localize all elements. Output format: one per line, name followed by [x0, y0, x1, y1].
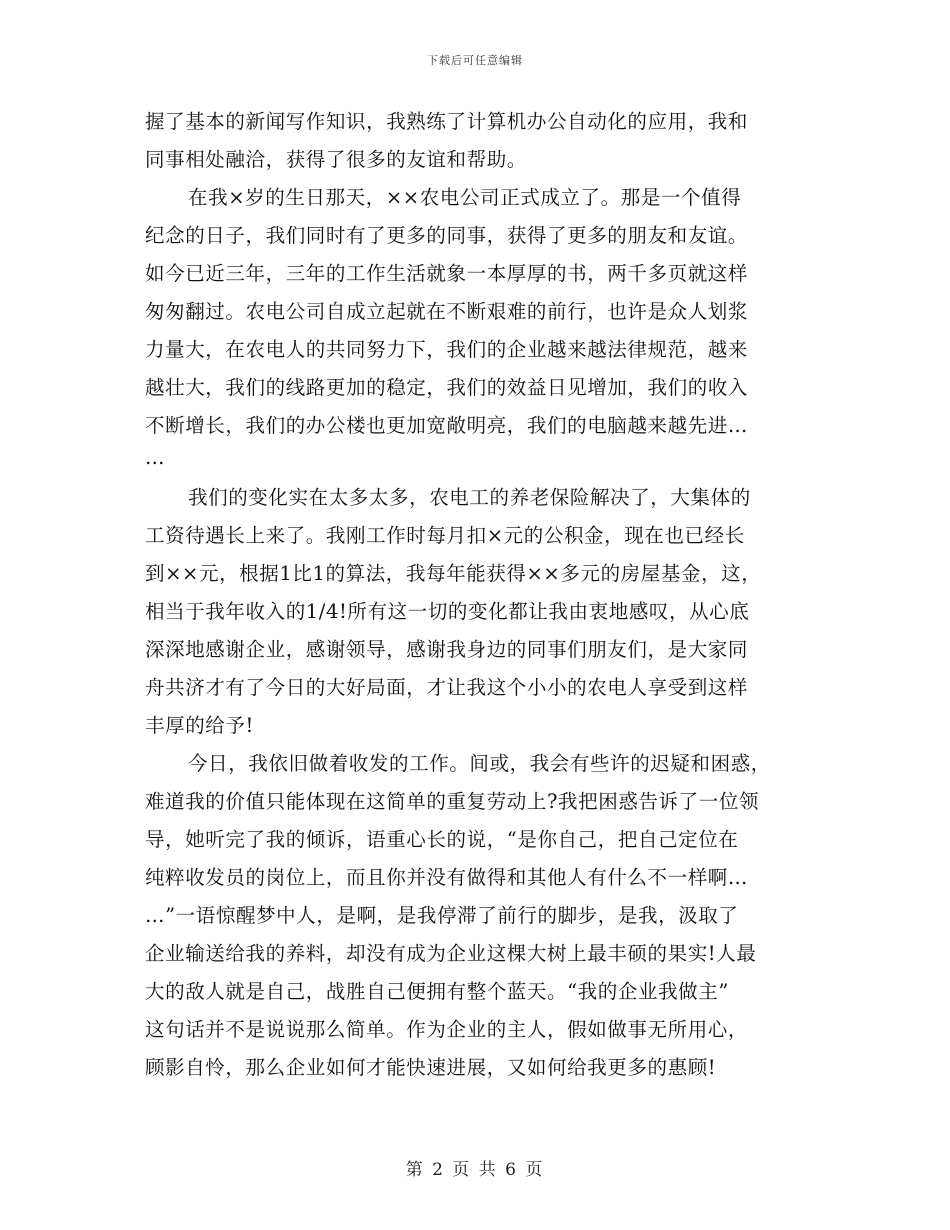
text-line: 纯粹收发员的岗位上，而且你并没有做得和其他人有什么不一样啊… [145, 866, 749, 889]
text-line: 匆匆翻过。农电公司自成立起就在不断艰难的前行，也许是众人划浆 [145, 300, 749, 323]
text-line: 企业输送给我的养料，却没有成为企业这棵大树上最丰硕的果实!人最 [145, 942, 757, 965]
text-line: …”一语惊醒梦中人，是啊，是我停滞了前行的脚步，是我，汲取了 [145, 904, 739, 927]
text-line: 相当于我年收入的1/4!所有这一切的变化都让我由衷地感叹，从心底 [145, 600, 750, 623]
text-line: 我们的变化实在太多太多，农电工的养老保险解决了，大集体的 [188, 486, 751, 509]
text-line: 顾影自怜，那么企业如何才能快速进展，又如何给我更多的惠顾! [145, 1056, 717, 1079]
text-line: 丰厚的给予! [145, 714, 254, 737]
text-line: 大的敌人就是自己，战胜自己便拥有整个蓝天。“我的企业我做主” [145, 980, 729, 1003]
text-line: 到××元，根据1比1的算法，我每年能获得××多元的房屋基金，这， [145, 562, 762, 585]
text-line: 同事相处融洽，获得了很多的友谊和帮助。 [145, 148, 527, 171]
text-line: 越壮大，我们的线路更加的稳定，我们的效益日见增加，我们的收入 [145, 376, 749, 399]
text-line: 不断增长，我们的办公楼也更加宽敞明亮，我们的电脑越来越先进… [145, 414, 749, 437]
text-line: 舟共济才有了今日的大好局面，才让我这个小小的农电人享受到这样 [145, 676, 749, 699]
text-line: 力量大，在农电人的共同努力下，我们的企业越来越法律规范，越来 [145, 338, 749, 361]
text-line: 纪念的日子，我们同时有了更多的同事，获得了更多的朋友和友谊。 [145, 224, 749, 247]
text-line: 深深地感谢企业，感谢领导，感谢我身边的同事们朋友们，是大家同 [145, 638, 749, 661]
text-line: 如今已近三年，三年的工作生活就象一本厚厚的书，两千多页就这样 [145, 262, 749, 285]
text-line: 握了基本的新闻写作知识，我熟练了计算机办公自动化的应用，我和 [145, 110, 749, 133]
text-line: 导，她听完了我的倾诉，语重心长的说，“是你自己，把自己定位在 [145, 828, 739, 851]
text-line: 难道我的价值只能体现在这简单的重复劳动上?我把困惑告诉了一位领 [145, 790, 760, 813]
text-line: 在我×岁的生日那天，××农电公司正式成立了。那是一个值得 [188, 186, 742, 209]
text-line: 这句话并不是说说那么简单。作为企业的主人，假如做事无所用心， [145, 1018, 749, 1041]
page-header: 下载后可任意编辑 [427, 54, 523, 67]
page-number: 第 2 页 共 6 页 [405, 1160, 545, 1180]
text-line: 工资待遇长上来了。我刚工作时每月扣×元的公积金，现在也已经长 [145, 524, 745, 547]
text-line: 今日，我依旧做着收发的工作。间或，我会有些许的迟疑和困惑， [188, 752, 771, 775]
text-line: … [145, 446, 166, 469]
